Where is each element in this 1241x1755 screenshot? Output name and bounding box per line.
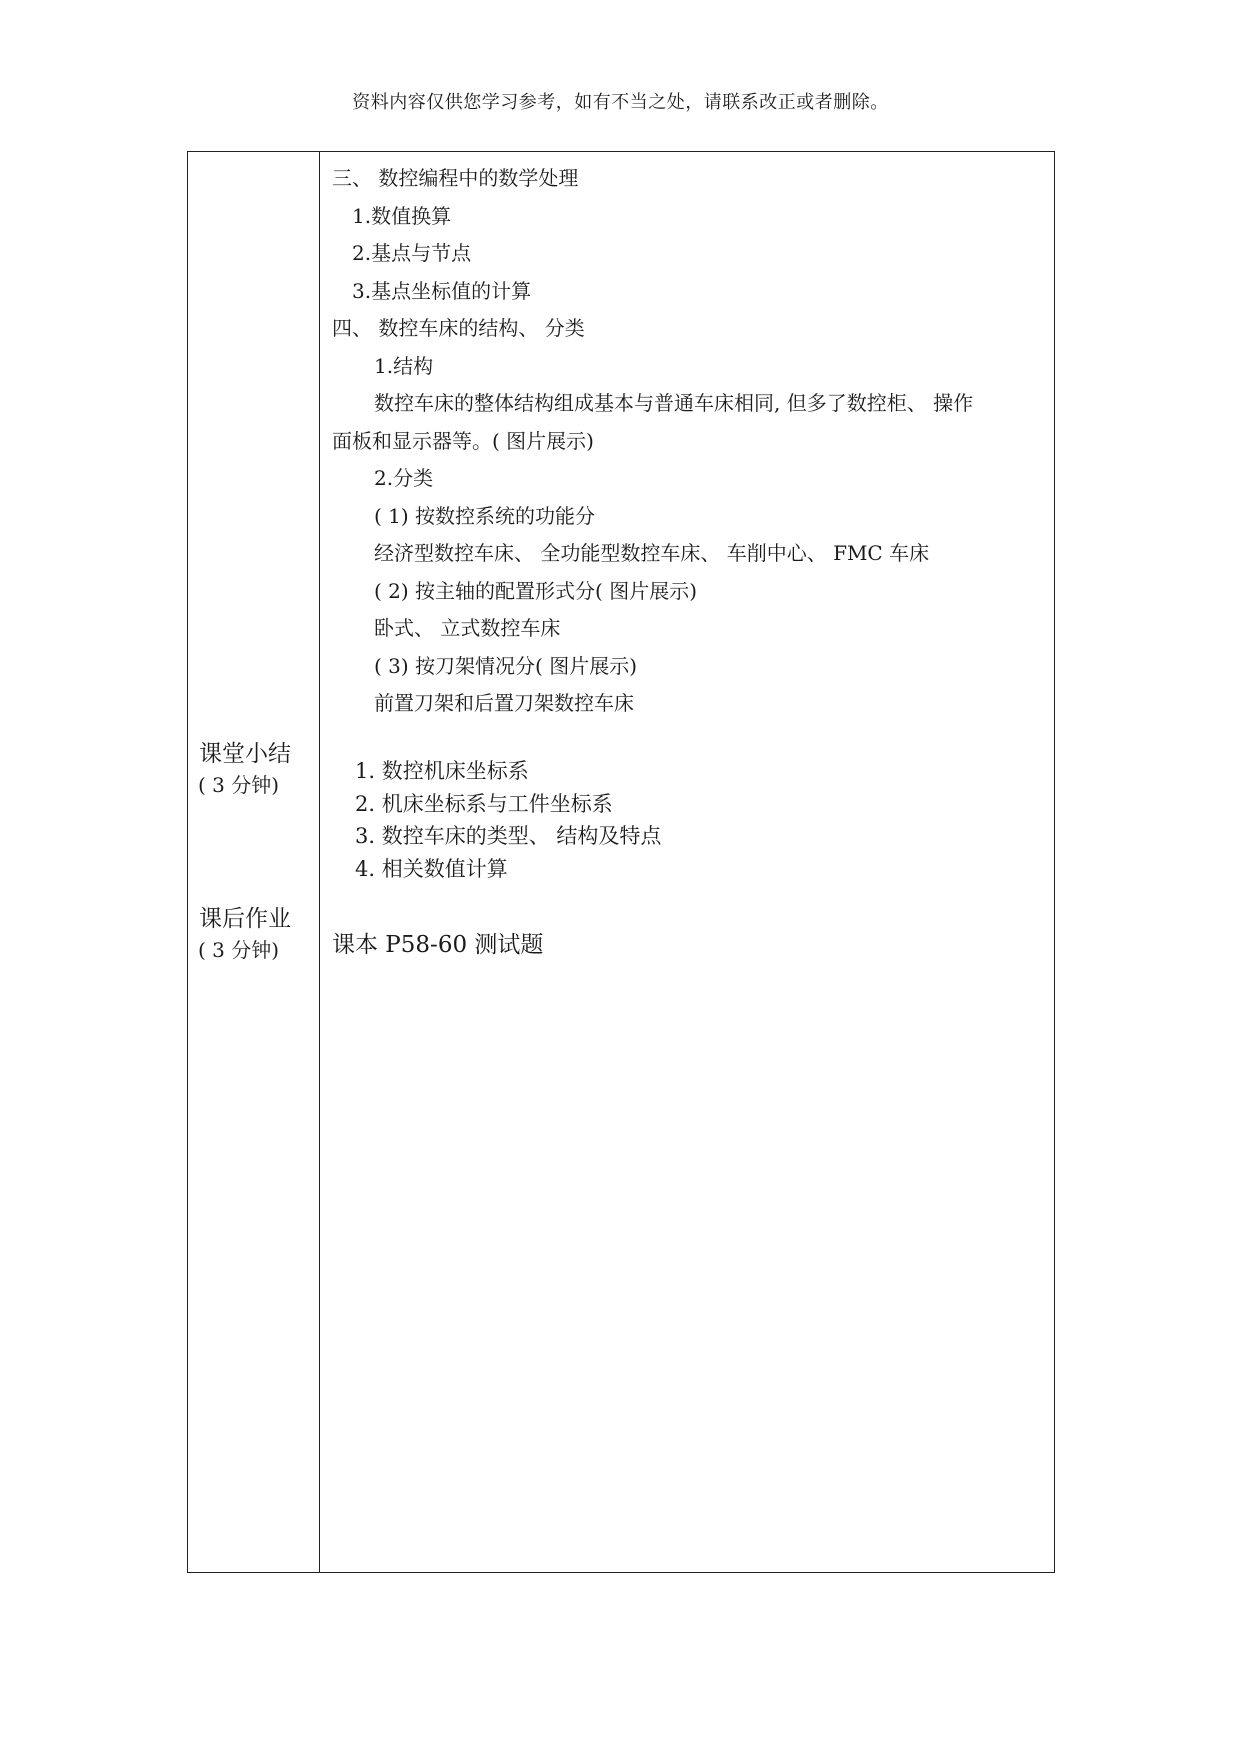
classify-item: 经济型数控车床、 全功能型数控车床、 车削中心、 FMC 车床 <box>374 541 930 565</box>
summary-time: ( 3 分钟) <box>198 773 280 797</box>
section3-item: 2.基点与节点 <box>352 241 472 265</box>
section3-heading: 三、 数控编程中的数学处理 <box>332 166 579 190</box>
classify-item: 卧式、 立式数控车床 <box>374 616 561 640</box>
section4-heading: 四、 数控车床的结构、 分类 <box>332 316 585 340</box>
classify-item: ( 1) 按数控系统的功能分 <box>374 504 596 528</box>
section3-item: 1.数值换算 <box>352 204 452 228</box>
structure-heading: 1.结构 <box>374 354 434 378</box>
classify-heading: 2.分类 <box>374 466 434 490</box>
classify-item: ( 2) 按主轴的配置形式分( 图片展示) <box>374 579 698 603</box>
homework-title: 课后作业 <box>199 906 291 932</box>
section3-item: 3.基点坐标值的计算 <box>352 279 532 303</box>
summary-item: 3. 数控车床的类型、 结构及特点 <box>355 824 662 848</box>
structure-paragraph-line1: 数控车床的整体结构组成基本与普通车床相同, 但多了数控柜、 操作 <box>374 391 974 415</box>
homework-text: 课本 P58-60 测试题 <box>332 932 544 958</box>
classify-item: 前置刀架和后置刀架数控车床 <box>374 691 634 715</box>
summary-title: 课堂小结 <box>199 741 291 767</box>
structure-paragraph-line2: 面板和显示器等。( 图片展示) <box>332 429 594 453</box>
summary-item: 4. 相关数值计算 <box>355 857 508 881</box>
lesson-plan-table <box>187 151 1055 1573</box>
summary-item: 2. 机床坐标系与工件坐标系 <box>355 792 613 816</box>
column-divider <box>319 152 320 1572</box>
classify-item: ( 3) 按刀架情况分( 图片展示) <box>374 654 638 678</box>
copyright-notice: 资料内容仅供您学习参考，如有不当之处，请联系改正或者删除。 <box>352 92 889 113</box>
homework-time: ( 3 分钟) <box>198 938 280 962</box>
summary-item: 1. 数控机床坐标系 <box>355 759 529 783</box>
